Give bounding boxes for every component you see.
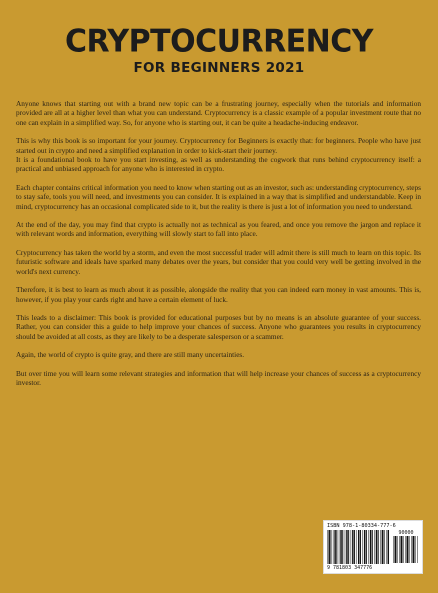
barcode-digits: 9 781803 347776 bbox=[327, 565, 373, 571]
isbn-label: ISBN 978-1-80334-777-6 bbox=[327, 523, 396, 529]
paragraph: But over time you will learn some relevant strategies and information that will help increase your chances of success as a cryptocurrency investor. bbox=[16, 368, 421, 387]
barcode-bars bbox=[327, 530, 419, 564]
paragraph: This leads to a disclaimer: This book is provided for educational purposes but by no means is an absolute guarantee of your success. Rather, you can consider this a guide to help improve your chances of success. Anyone who guarantees you results in cryptocurrency should be avoided at all costs, as they are likely to be a desperate salesperson or a scammer. bbox=[16, 312, 421, 341]
paragraph: Again, the world of crypto is quite gray, and there are still many uncertainties. bbox=[16, 350, 245, 360]
paragraph: Cryptocurrency has taken the world by a storm, and even the most successful trader will admit there is still much to learn on this topic. Its futuristic software and ideals have sparked many debates over the years, but consider that you could very well be getting involved in the world's next currency. bbox=[16, 247, 421, 276]
barcode-addon-number: 90000 bbox=[398, 530, 414, 536]
isbn-barcode bbox=[323, 520, 423, 574]
barcode-addon bbox=[393, 530, 419, 564]
book-title: CRYPTOCURRENCY bbox=[64, 23, 374, 60]
barcode-main-bars bbox=[327, 530, 390, 564]
paragraph: Anyone knows that starting out with a brand new topic can be a frustrating journey, especially when the tutorials and information provided are all at a higher level than what you can understand. Cryptocurrency is a classic example of a popular investment route that no one can explain in a simplified way. So, for anyone who is starting out, it can be quite a headache-inducing endeavor. bbox=[16, 99, 421, 127]
barcode-addon-bars bbox=[393, 536, 419, 563]
paragraph: Each chapter contains critical information you need to know when starting out as an investor, such as: understanding cryptocurrency, steps to stay safe, tools you will need, and investments you can consider. It is explained in a way that is simplified and understandable. Keep in mind, cryptocurrency has an occasional complicated side to it, but the reality is there is just a lot of information you need to understand. bbox=[16, 182, 421, 211]
paragraph: This is why this book is so important for your journey. Cryptocurrency for Beginners is exactly that: for beginners. People who have just started out in crypto and need a simplified explanation in order to kick-start their journey. bbox=[16, 136, 421, 155]
title-block bbox=[0, 23, 438, 76]
paragraph: At the end of the day, you may find that crypto is actually not as technical as you feared, and once you remove the jargon and replace it with relevant words and information, everything will slowly start to fall into place. bbox=[16, 220, 421, 239]
paragraph: It is a foundational book to have you start investing, as well as understanding the cogwork that runs behind cryptocurrency itself: a practical and unbiased approach for anyone who is interested in crypto. bbox=[16, 155, 421, 174]
book-subtitle: FOR BEGINNERS 2021 bbox=[133, 60, 305, 76]
blurb-text bbox=[16, 99, 421, 396]
paragraph: Therefore, it is best to learn as much about it as possible, alongside the reality that you can indeed earn money in vast amounts. This is, however, if you play your cards right and have a certain element of luck. bbox=[16, 285, 421, 304]
